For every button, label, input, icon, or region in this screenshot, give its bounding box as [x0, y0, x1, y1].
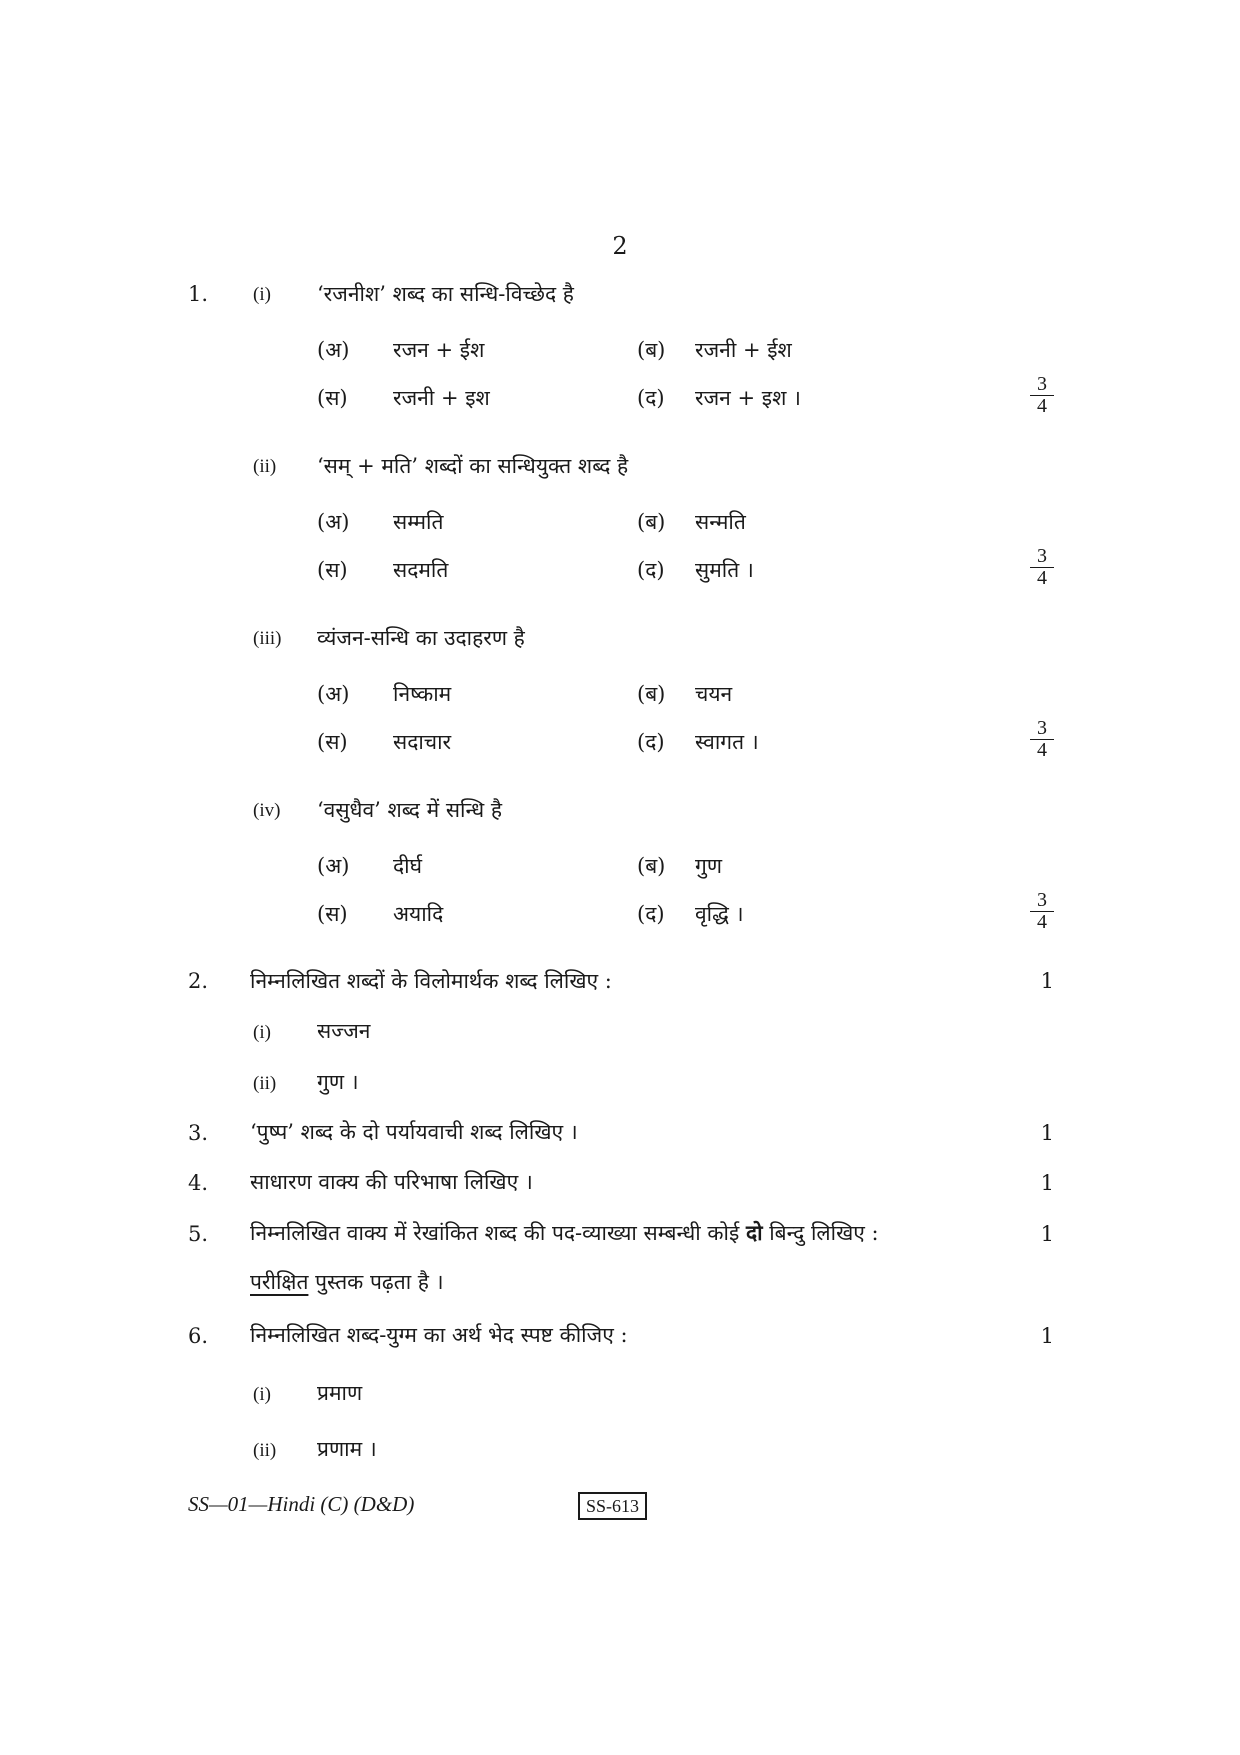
question-text: ‘पुष्प’ शब्द के दो पर्यायवाची शब्द लिखिए ।: [250, 1120, 578, 1144]
question-number: 6.: [188, 1324, 209, 1348]
option-text: गुण: [695, 854, 723, 878]
item-roman: (i): [253, 1022, 271, 1043]
marks-denominator: 4: [1037, 739, 1047, 761]
part-roman: (i): [253, 284, 271, 305]
option-label: (अ): [317, 338, 350, 362]
question-text-after: बिन्दु लिखिए :: [762, 1221, 879, 1245]
item-text: प्रणाम ।: [317, 1437, 377, 1461]
option-text: अयादि: [393, 902, 444, 926]
part-question: ‘रजनीश’ शब्द का सन्धि-विच्छेद है: [317, 282, 574, 306]
question-number: 5.: [188, 1222, 209, 1246]
marks-numerator: 3: [1030, 374, 1054, 396]
marks-fraction: [1030, 374, 1054, 417]
option-label: (अ): [317, 510, 350, 534]
question-marks: 1: [1040, 969, 1054, 993]
option-text: रजनी + इश: [393, 386, 490, 410]
page-number: 2: [612, 232, 628, 260]
marks-numerator: 3: [1030, 546, 1054, 568]
option-label: (ब): [637, 854, 666, 878]
item-text: सज्जन: [317, 1019, 371, 1043]
option-label: (द): [637, 902, 665, 926]
item-roman: (i): [253, 1384, 271, 1405]
question-text: साधारण वाक्य की परिभाषा लिखिए ।: [250, 1170, 533, 1194]
option-text: सदमति: [393, 558, 449, 582]
option-text: सम्मति: [393, 510, 444, 534]
marks-fraction: [1030, 546, 1054, 589]
option-text: रजन + इश ।: [695, 386, 801, 410]
option-text: रजनी + ईश: [695, 338, 792, 362]
question-marks: 1: [1040, 1222, 1054, 1246]
option-text: दीर्घ: [393, 854, 423, 878]
marks-denominator: 4: [1037, 911, 1047, 933]
option-label: (स): [317, 558, 348, 582]
part-roman: (iii): [253, 628, 282, 649]
option-text: स्वागत ।: [695, 730, 759, 754]
item-roman: (ii): [253, 1073, 277, 1094]
marks-fraction: [1030, 890, 1054, 933]
option-text: सुमति ।: [695, 558, 754, 582]
option-label: (अ): [317, 854, 350, 878]
part-question: व्यंजन-सन्धि का उदाहरण है: [317, 626, 525, 650]
question-text-bold: दो: [745, 1220, 763, 1245]
option-label: (स): [317, 902, 348, 926]
marks-numerator: 3: [1030, 890, 1054, 912]
question-marks: 1: [1040, 1324, 1054, 1348]
part-question: ‘वसुधैव’ शब्द में सन्धि है: [317, 798, 503, 822]
sentence-rest: पुस्तक पढ़ता है ।: [308, 1270, 444, 1294]
option-label: (अ): [317, 682, 350, 706]
item-text: गुण ।: [317, 1070, 359, 1094]
option-text: सदाचार: [393, 730, 452, 754]
underlined-word: परीक्षित: [250, 1270, 309, 1294]
question-number: 1.: [188, 282, 209, 306]
part-roman: (ii): [253, 456, 277, 477]
question-text-before: निम्नलिखित वाक्य में रेखांकित शब्द की पद-व्याख्या सम्बन्धी कोई: [250, 1221, 746, 1245]
question-marks: 1: [1040, 1121, 1054, 1145]
option-label: (ब): [637, 510, 666, 534]
option-text: चयन: [695, 682, 733, 706]
question-text: निम्नलिखित शब्दों के विलोमार्थक शब्द लिखिए :: [250, 969, 612, 993]
part-question: ‘सम् + मति’ शब्दों का सन्धियुक्त शब्द है: [317, 454, 629, 478]
option-label: (द): [637, 558, 665, 582]
paper-code: SS—01—Hindi (C) (D&D): [188, 1492, 415, 1516]
marks-denominator: 4: [1037, 395, 1047, 417]
question-number: 3.: [188, 1121, 209, 1145]
question-number: 2.: [188, 969, 209, 993]
marks-fraction: [1030, 718, 1054, 761]
option-text: वृद्धि ।: [695, 902, 744, 926]
marks-numerator: 3: [1030, 718, 1054, 740]
option-label: (द): [637, 730, 665, 754]
question-marks: 1: [1040, 1171, 1054, 1195]
option-text: सन्मति: [695, 510, 746, 534]
paper-serial-box: SS-613: [578, 1492, 647, 1520]
example-sentence: [250, 1268, 444, 1296]
option-label: (स): [317, 730, 348, 754]
question-number: 4.: [188, 1171, 209, 1195]
option-text: रजन + ईश: [393, 338, 485, 362]
item-text: प्रमाण: [317, 1381, 363, 1405]
marks-denominator: 4: [1037, 567, 1047, 589]
option-label: (ब): [637, 338, 666, 362]
question-text: निम्नलिखित शब्द-युग्म का अर्थ भेद स्पष्ट कीजिए :: [250, 1323, 628, 1347]
item-roman: (ii): [253, 1440, 277, 1461]
option-text: निष्काम: [393, 682, 452, 706]
option-label: (द): [637, 386, 665, 410]
part-roman: (iv): [253, 800, 281, 821]
option-label: (स): [317, 386, 348, 410]
option-label: (ब): [637, 682, 666, 706]
question-text: [250, 1219, 879, 1247]
